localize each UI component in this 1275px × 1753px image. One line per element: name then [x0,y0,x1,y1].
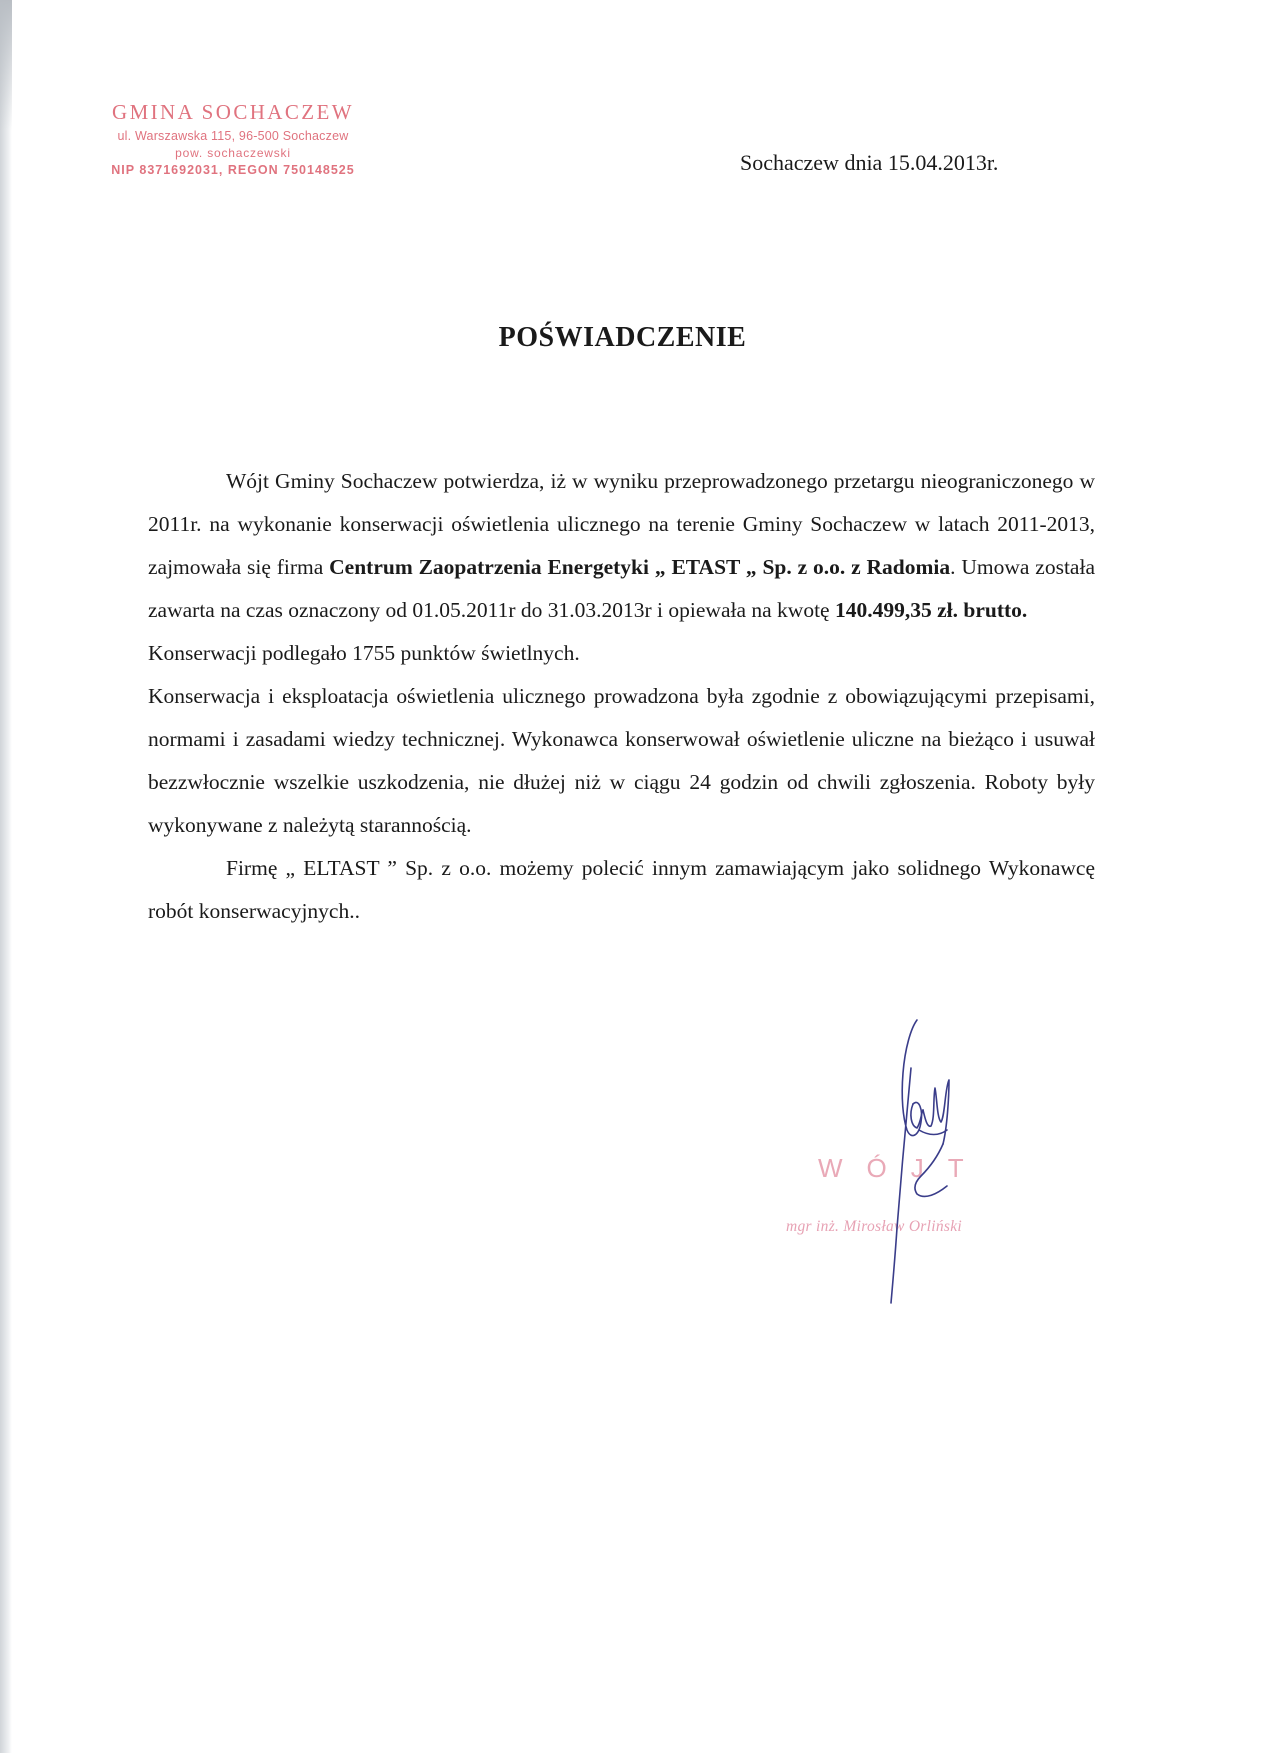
company-name: Centrum Zaopatrzenia Energetyki „ ETAST „ Sp. z o.o. z Radomia [329,555,951,579]
stamp-county: pow. sochaczewski [175,146,291,160]
paragraph-1 [148,460,1095,632]
scan-edge-shadow-top [0,0,12,130]
stamp-ids: NIP 8371692031, REGON 750148525 [111,163,355,177]
contract-amount: 140.499,35 zł. brutto. [834,598,1028,622]
signature-stamp-name: mgr inż. Mirosław Orliński [786,1218,963,1235]
scan-edge-shadow [0,0,12,1753]
handwritten-signature [855,1018,985,1308]
stamp-address: ul. Warszawska 115, 96-500 Sochaczew [117,129,349,143]
paragraph-1-text-a: Wójt Gminy Sochaczew potwierdza, iż w wyniku przeprowadzonego przetargu nieograniczonego w 2011r. na wykonanie konserwacji oświetlenia ulicznego na terenie Gminy Sochaczew w latach 2011-2013, zajmowała się firma [148,469,1095,579]
paragraph-2: Konserwacji podlegało 1755 punktów świetlnych. [148,641,580,665]
stamp-title: GMINA SOCHACZEW [112,100,354,124]
document-title: POŚWIADCZENIE [498,322,747,353]
document-date: Sochaczew dnia 15.04.2013r. [740,150,999,175]
document-body [148,460,1095,933]
letterhead-stamp [88,100,378,179]
paragraph-4: Firmę „ ELTAST ” Sp. z o.o. możemy polecić innym zamawiającym jako solidnego Wykonawcę robót konserwacyjnych.. [148,856,1095,923]
signature-stamp-title: WÓJT [818,1153,988,1183]
paragraph-1-text-b: . Umowa została zawarta na czas oznaczony od 01.05.2011r do 31.03.2013r i opiewała na kwotę [148,555,1095,622]
paragraph-3: Konserwacja i eksploatacja oświetlenia ulicznego prowadzona była zgodnie z obowiązującymi przepisami, normami i zasadami wiedzy technicznej. Wykonawca konserwował oświetlenie uliczne na bieżąco i usuwał bezzwłocznie wszelkie uszkodzenia, nie dłużej niż w ciągu 24 godzin od chwili zgłoszenia. Roboty były wykonywane z należytą starannością. [148,684,1095,837]
